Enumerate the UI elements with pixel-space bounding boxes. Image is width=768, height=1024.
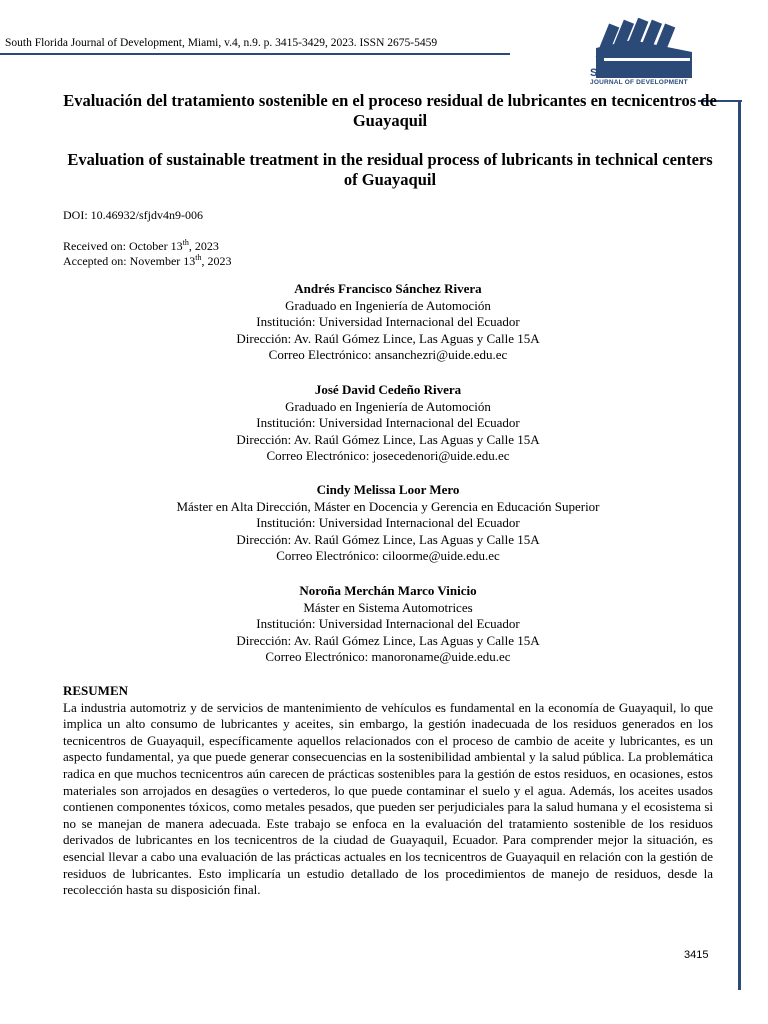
author-address: Dirección: Av. Raúl Gómez Lince, Las Aguas y Calle 15A xyxy=(236,531,540,547)
accepted-date: Accepted on: November 13th, 2023 xyxy=(63,253,232,268)
author-block xyxy=(80,281,696,364)
author-degree: Graduado en Ingeniería de Automoción xyxy=(285,398,491,414)
author-institution: Institución: Universidad Internacional del Ecuador xyxy=(256,415,520,430)
author-name: Cindy Melissa Loor Mero xyxy=(316,482,460,497)
title-english: Evaluation of sustainable treatment in the residual process of lubricants in technical centers of Guayaquil xyxy=(67,150,713,189)
received-date: Received on: October 13th, 2023 xyxy=(63,238,219,253)
logo-text xyxy=(590,68,705,87)
doi: DOI: 10.46932/sfjdv4n9-006 xyxy=(63,208,203,222)
author-email: Correo Electrónico: ciloorme@uide.edu.ec xyxy=(276,548,500,563)
abstract-body: La industria automotriz y de servicios de mantenimiento de vehículos es fundamental en la economía de Guayaquil, lo que implica un alto consumo de lubricantes y aceites, sin embargo, la gestión inadecuada de los residuos generados en los tecnicentros de Guayaquil, específicamente aquellos relacionados con el proceso de cambio de aceite y lubricantes, es un aspecto fundamental, ya que puede generar consecuencias en la sostenibilidad ambiental y la salud pública. La problemática radica en que muchos tecnicentros aún carecen de prácticas sostenibles para la gestión de estos residuos, en ocasiones, estos materiales son arrojados en desagües o vertederos, lo que puede contaminar el suelo y el agua. Además, los aceites usados contienen componentes tóxicos, como metales pesados, que pueden ser perjudiciales para la salud humana y el ecosistema si no se manejan de manera adecuada. Este trabajo se enfoca en la evaluación del tratamiento sostenible de los residuos derivados de lubricantes en los tecnicentros de la ciudad de Guayaquil, Ecuador. Para comprender mejor la situación, es esencial llevar a cabo una evaluación de las prácticas actuales en los tecnicentros de Guayaquil en relación con la gestión de residuos de lubricantes. Esto implicaría un estudio detallado de los procedimientos de manejo de residuos, desde la recolección hasta su disposición final. xyxy=(63,699,713,898)
author-degree: Máster en Sistema Automotrices xyxy=(303,599,473,615)
author-name: Andrés Francisco Sánchez Rivera xyxy=(294,281,482,296)
header-rule xyxy=(0,53,510,55)
author-address: Dirección: Av. Raúl Gómez Lince, Las Aguas y Calle 15A xyxy=(236,632,540,648)
page-number: 3415 xyxy=(684,949,709,961)
author-degree: Graduado en Ingeniería de Automoción xyxy=(285,297,491,313)
author-block xyxy=(80,583,696,666)
abstract-heading: RESUMEN xyxy=(63,683,129,698)
author-name: Noroña Merchán Marco Vinicio xyxy=(299,583,477,598)
author-name: José David Cedeño Rivera xyxy=(314,382,462,397)
author-email: Correo Electrónico: ansanchezri@uide.edu.ec xyxy=(268,347,508,362)
author-email: Correo Electrónico: manoroname@uide.edu.ec xyxy=(265,649,511,664)
journal-citation-line: South Florida Journal of Development, Miami, v.4, n.9. p. 3415-3429, 2023. ISSN 2675-5459 xyxy=(5,37,438,49)
author-institution: Institución: Universidad Internacional del Ecuador xyxy=(256,515,520,530)
author-institution: Institución: Universidad Internacional del Ecuador xyxy=(256,616,520,631)
frame-right-rule xyxy=(738,100,741,990)
author-email: Correo Electrónico: josecedenori@uide.edu.ec xyxy=(266,448,510,463)
author-institution: Institución: Universidad Internacional del Ecuador xyxy=(256,314,520,329)
author-block xyxy=(80,482,696,565)
logo-subtitle: JOURNAL OF DEVELOPMENT xyxy=(590,79,688,86)
author-address: Dirección: Av. Raúl Gómez Lince, Las Aguas y Calle 15A xyxy=(236,431,540,447)
author-degree: Máster en Alta Dirección, Máster en Docencia y Gerencia en Educación Superior xyxy=(176,498,600,514)
logo-title: SOUTH FLORIDA xyxy=(590,67,684,79)
title-spanish: Evaluación del tratamiento sostenible en el proceso residual de lubricantes en tecnicentros de Guayaquil xyxy=(63,91,717,130)
author-address: Dirección: Av. Raúl Gómez Lince, Las Aguas y Calle 15A xyxy=(236,330,540,346)
abstract xyxy=(63,683,713,899)
author-block xyxy=(80,382,696,465)
